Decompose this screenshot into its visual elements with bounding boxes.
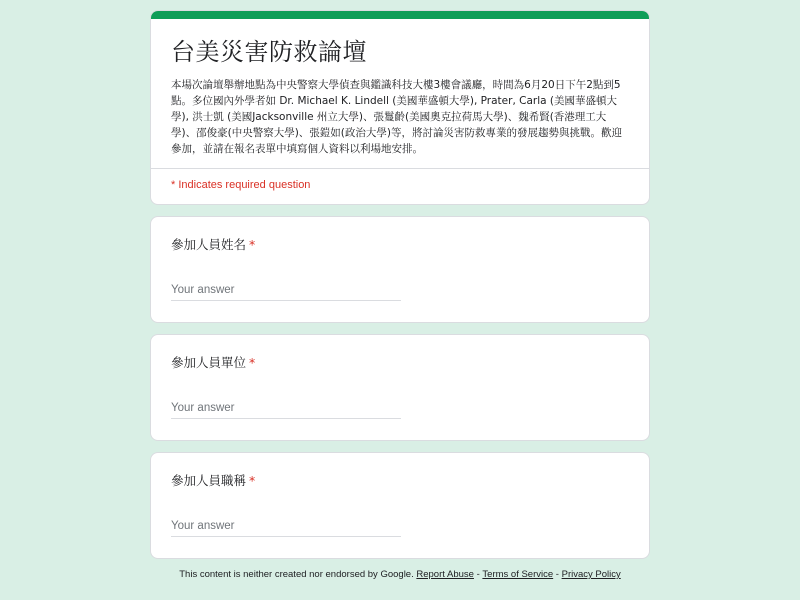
question-label xyxy=(171,355,629,371)
required-note: * Indicates required question xyxy=(171,179,311,191)
question-card-name xyxy=(150,216,650,323)
form-header-card xyxy=(150,10,650,205)
name-answer-input[interactable] xyxy=(171,279,401,301)
required-star: * xyxy=(249,237,256,252)
question-title: 參加人員職稱 xyxy=(171,473,247,488)
footer xyxy=(0,569,800,580)
footer-separator: - xyxy=(553,569,562,580)
privacy-policy-link[interactable]: Privacy Policy xyxy=(561,569,621,580)
question-card-job-title xyxy=(150,452,650,559)
form-title: 台美災害防救論壇 xyxy=(171,38,367,66)
footer-separator: - xyxy=(473,569,483,580)
required-star: * xyxy=(249,355,256,370)
job-title-answer-input[interactable] xyxy=(171,515,401,537)
form-container xyxy=(150,10,650,570)
organization-answer-input[interactable] xyxy=(171,397,401,419)
report-abuse-link[interactable]: Report Abuse xyxy=(416,569,474,580)
question-label xyxy=(171,237,629,253)
form-description: 本場次論壇舉辦地點為中央警察大學偵查與鑑識科技大樓3樓會議廳，時間為6月20日下午2點到5點。多位國內外學者如 Dr. Michael K. Lindell (美國華盛頓大學), Prater, Carla (美國華盛頓大學), 洪士凱 (美國Jacksonville 州立大學)、張鬘齡(美國奧克拉荷馬大學)、魏希賢(香港理工大學)、邵俊豪(中央警察大學)、張鎧如(政治大學)等，將討論災害防救專業的發展趨勢與挑戰。歡迎參加，並請在報名表單中填寫個人資料以利場地安排。 xyxy=(171,79,622,155)
header-accent-band xyxy=(151,11,649,19)
question-label xyxy=(171,473,629,489)
footer-disclaimer: This content is neither created nor endorsed by Google. xyxy=(179,569,414,580)
question-title: 參加人員單位 xyxy=(171,355,247,370)
required-star: * xyxy=(249,473,256,488)
question-title: 參加人員姓名 xyxy=(171,237,247,252)
terms-of-service-link[interactable]: Terms of Service xyxy=(482,569,554,580)
header-body xyxy=(151,19,649,168)
question-card-organization xyxy=(150,334,650,441)
